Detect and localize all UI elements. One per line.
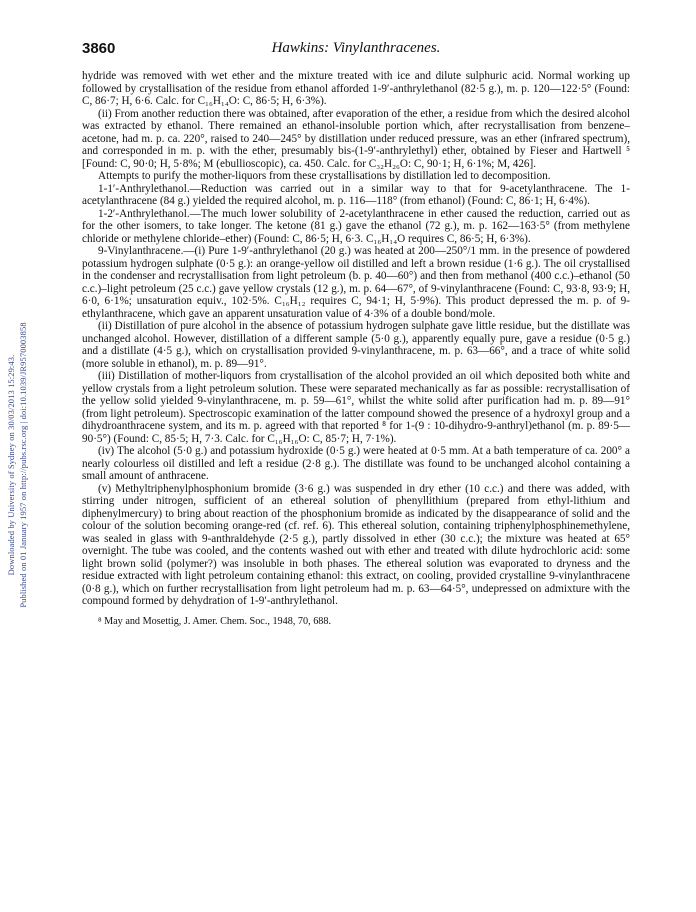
- paragraph: Attempts to purify the mother-liquors from these crystallisations by distillation led to decomposition.: [98, 170, 551, 182]
- footnote: ⁸ May and Mosettig, J. Amer. Chem. Soc., 1948, 70, 688.: [98, 615, 332, 627]
- paragraph: (ii) Distillation of pure alcohol in the absence of potassium hydrogen sulphate gave little residue, but the distillate was unchanged alcohol. However, distillation of a different sample (5·0 g.), apparently equally pure, gave a residue (0·5 g.) and a distillate (4·5 g.), which on crystallisation provided 9-vinylanthracene, m. p. 63—66°, and a trace of white solid (more soluble in ethanol), m. p. 89—91°.: [82, 320, 630, 370]
- paragraph: (v) Methyltriphenylphosphonium bromide (3·6 g.) was suspended in dry ether (10 c.c.) and there was added, with stirring under nitrogen, sufficient of an ethereal solution of phenyllithium (prepared from ethyl-lithium and diphenylmercury) to bring about reaction of the phosphonium bromide as indicated by the disappearance of solid and the colour of the solution becoming orange-red (cf. ref. 6). This ethereal solution, containing triphenylphosphinemethylene, was sealed in glass with 9-anthraldehyde (2·5 g.), partly dissolved in ether (30 c.c.); the mixture was heated at 65° overnight. The tube was cooled, and the contents washed out with ether and treated with dilute hydrochloric acid: some light brown solid (polymer?) was insoluble in both phases. The ethereal solution was evaporated to dryness and the residue extracted with light petroleum containing ethanol: this extract, on cooling, provided crystalline 9-vinylanthracene (0·8 g.), which on further recrystallisation from light petroleum had m. p. 63—64·5°, undepressed on admixture with the compound formed by dehydration of 1-9′-anthrylethanol.: [82, 482, 630, 607]
- running-title: Hawkins: Vinylanthracenes.: [271, 40, 441, 56]
- paragraph: 1-2′-Anthrylethanol.—The much lower solubility of 2-acetylanthracene in ether caused the reduction, carried out as for the other isomers, to take longer. The ketone (81 g.) gave the ethanol (72 g.), m. p. 162—163·5° (from methylene chloride or methylene chloride–ether) (Found: C, 86·5; H, 6·3. C₁₆H₁₄O requires C, 86·5; H, 6·3%).: [82, 207, 630, 245]
- download-watermark: [0, 0, 34, 912]
- published-notice: Published on 01 January 1957 on http://pubs.rsc.org | doi:10.1039/JR9570003858: [18, 322, 28, 608]
- page-header: [82, 40, 630, 70]
- downloaded-notice: Downloaded by University of Sydney on 30/03/2013 15:29:43.: [6, 354, 16, 576]
- paragraph: (ii) From another reduction there was obtained, after evaporation of the ether, a residue from which the desired alcohol was extracted by ethanol. There remained an ethanol-insoluble portion which, after recrystallisation from benzene–acetone, had m. p. ca. 220°, raised to 240—245° by distillation under reduced pressure, was an ether (infrared spectrum), and corresponded in m. p. with the ether, presumably bis-(1-9′-anthrylethyl) ether, obtained by Fieser and Hartwell ⁵ [Found: C, 90·0; H, 5·8%; M (ebullioscopic), ca. 450. Calc. for C₃₂H₂₆O: C, 90·1; H, 6·1%; M, 426].: [82, 107, 630, 170]
- paragraph: (iii) Distillation of mother-liquors from crystallisation of the alcohol provided an oil which deposited both white and yellow crystals from a light petroleum solution. These were separated mechanically as far as possible: recrystallisation of the yellow solid yielded 9-vinylanthracene, m. p. 59—61°, whilst the white solid after purification had m. p. 89—91° (from light petroleum). Spectroscopic examination of the latter compound showed the presence of a hydroxyl group and a dihydroanthracene system, and its m. p. agreed with that reported ⁸ for 1-(9 : 10-dihydro-9-anthryl)ethanol (m. p. 89·5—90·5°) (Found: C, 85·5; H, 7·3. Calc. for C₁₆H₁₆O: C, 85·7; H, 7·1%).: [82, 370, 630, 445]
- paper-page: [82, 40, 630, 628]
- paragraph: 1-1′-Anthrylethanol.—Reduction was carried out in a similar way to that for 9-acetylanthracene. The 1-acetylanthracene (84 g.) yielded the required alcohol, m. p. 116—118° (from ethanol) (Found: C, 86·1; H, 6·4%).: [82, 182, 630, 207]
- paragraph: (iv) The alcohol (5·0 g.) and potassium hydroxide (0·5 g.) were heated at 0·5 mm. At a bath temperature of ca. 200° a nearly colourless oil distilled and left a residue (2·8 g.). The distillate was found to be unchanged alcohol containing a small amount of anthracene.: [82, 445, 630, 482]
- page-number: 3860: [82, 40, 116, 57]
- paragraph: 9-Vinylanthracene.—(i) Pure 1-9′-anthrylethanol (20 g.) was heated at 200—250°/1 mm. in the presence of powdered potassium hydrogen sulphate (0·5 g.): an orange-yellow oil distilled and left a brown residue (1·6 g.). The oil crystallised in the condenser and recrystallisation from light petroleum (b. p. 40—60°) and then from methanol (400 c.c.)–ethanol (50 c.c.)–light petroleum (25 c.c.) gave yellow crystals (12 g.), m. p. 64—67°, of 9-vinylanthracene (Found: C, 93·8, 93·9; H, 6·0, 6·1%; unsaturation equiv., 102·5%. C₁₆H₁₂ requires C, 94·1; H, 5·9%). This product depressed the m. p. of 9-ethylanthracene, which gave an apparent unsaturation value of 4·3% of a double bond/mole.: [82, 245, 630, 320]
- paragraph: hydride was removed with wet ether and the mixture treated with ice and dilute sulphuric acid. Normal working up followed by crystallisation of the residue from ethanol afforded 1-9′-anthrylethanol (82·5 g.), m. p. 120—122·5° (Found: C, 86·7; H, 6·6. Calc. for C₁₆H₁₄O: C, 86·5; H, 6·3%).: [82, 70, 630, 107]
